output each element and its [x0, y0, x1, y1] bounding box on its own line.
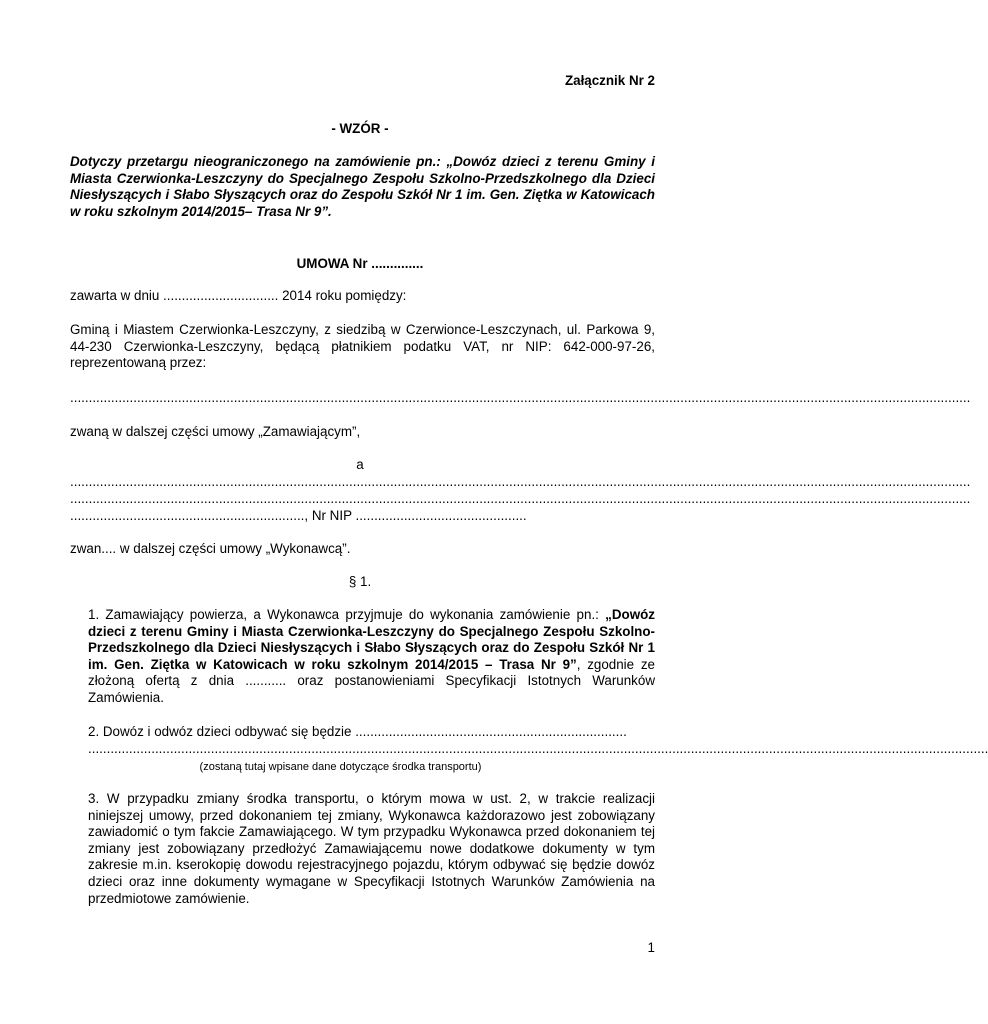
transport-note: (zostaną tutaj wpisane dane dotyczące środka transportu) — [199, 761, 482, 773]
clause-2-line-2: .................................................................................................................................................................................................................................................. — [88, 741, 988, 756]
conjunction-and: a — [356, 457, 364, 472]
representative-dots: .................................................................................................................................................................................................................................................. — [70, 390, 971, 405]
clause-1 — [88, 607, 655, 707]
party-two-dots-1: .................................................................................................................................................................................................................................................. — [70, 474, 971, 489]
tender-subject: Dotyczy przetargu nieograniczonego na zamówienie pn.: „Dowóz dzieci z terenu Gminy i Miasta Czerwionka-Leszczyny do Specjalnego Zespołu Szkolno-Przedszkolnego dla Dzieci Niesłyszących i Słabo Słyszących oraz do Zespołu Szkół Nr 1 im. Gen. Ziętka w Katowicach w roku szkolnym 2014/2015– Trasa Nr 9”. — [70, 154, 655, 219]
attachment-label: Załącznik Nr 2 — [564, 73, 655, 88]
template-label: - WZÓR - — [331, 121, 389, 136]
party-one-alias: zwaną w dalszej części umowy „Zamawiającym”, — [70, 424, 361, 439]
party-two-dots-2: .................................................................................................................................................................................................................................................. — [70, 491, 971, 506]
page-number: 1 — [647, 940, 655, 955]
clause-1-end: , zgodnie ze złożoną ofertą z dnia ........... oraz postanowieniami Specyfikacji Istotnych Warunków Zamówienia. — [88, 656, 655, 705]
contract-title: UMOWA Nr .............. — [296, 256, 424, 271]
party-one-description: Gminą i Miastem Czerwionka-Leszczyny, z siedzibą w Czerwionce-Leszczynach, ul. Parkowa 9, 44-230 Czerwionka-Leszczyny, będącą płatnikiem podatku VAT, nr NIP: 642-000-97-26, reprezentowaną przez: — [70, 322, 655, 371]
clause-1-subject: „Dowóz dzieci z terenu Gminy i Miasta Czerwionka-Leszczyny do Specjalnego Zespołu Szkolno-Przedszkolnego dla Dzieci Niesłyszących i Słabo Słyszących oraz do Zespołu Szkół Nr 1 im. Gen. Ziętka w Katowicach w roku szkolnym 2014/2015 – Trasa Nr 9” — [88, 607, 655, 672]
clause-3: 3. W przypadku zmiany środka transportu, o którym mowa w ust. 2, w trakcie realizacji niniejszej umowy, przed dokonaniem tej zmiany, Wykonawca każdorazowo jest zobowiązany zawiadomić o tym fakcie Zamawiającego. W tym przypadku Wykonawca przed dokonaniem tej zmiany jest zobowiązany przedłożyć Zamawiającemu nowe dodatkowe dokumenty w tym zakresie m.in. kserokopię dowodu rejestracyjnego pojazdu, którym odbywać się będzie dowóz dzieci oraz inne dokumenty wymagane w Specyfikacji Istotnych Warunków Zamówienia na przedmiotowe zamówienie. — [88, 791, 655, 906]
clause-1-intro: 1. Zamawiający powierza, a Wykonawca przyjmuje do wykonania zamówienie pn.: — [88, 607, 606, 622]
contract-date-line: zawarta w dniu ............................... 2014 roku pomiędzy: — [70, 288, 407, 303]
party-two-alias: zwan.... w dalszej części umowy „Wykonawcą”. — [70, 541, 351, 556]
party-two-nip-line: ..............................................................., Nr NIP .............................................. — [70, 508, 527, 523]
clause-2-line-1: 2. Dowóz i odwóz dzieci odbywać się będzie ......................................................................... — [88, 724, 627, 739]
section-heading: § 1. — [348, 574, 372, 589]
